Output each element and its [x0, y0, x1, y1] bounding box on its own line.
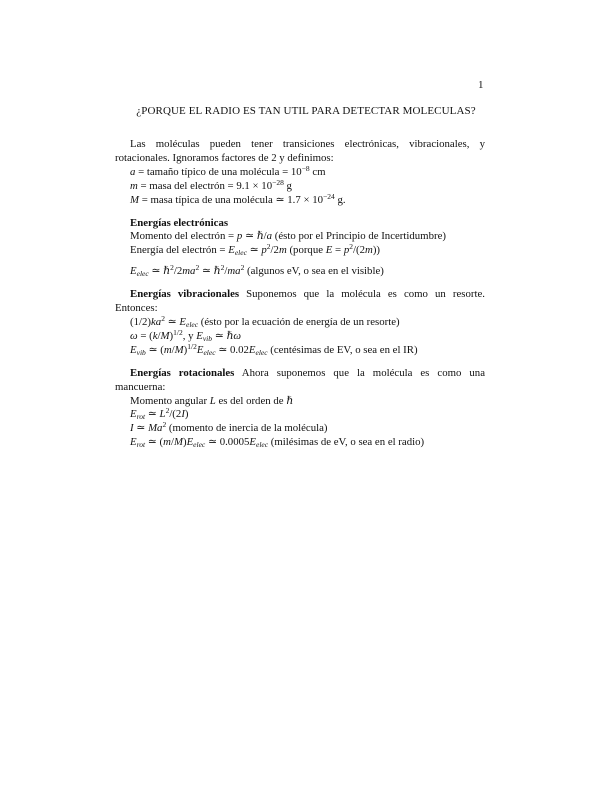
rotational-line-2: $E_{rot}$ ≃ $L^2/(2I)$ — [130, 406, 189, 422]
page-number: 1 — [478, 79, 484, 91]
spacer — [115, 279, 485, 288]
electronic-line-3: $E_{elec}$ ≃ $\hbar^2/2ma^2$ ≃ $\hbar^2/ma^2$ (algunos eV, o sea en el visible) — [130, 263, 384, 279]
electronic-line-2: Energía del electrón = $E_{elec}$ ≃ $p^2/2m$ (porque $E = p^2/(2m)$) — [130, 242, 381, 258]
vibrational-line-3: $E_{vib}$ ≃ $(m/M)^{1/2}E_{elec}$ ≃ $0.02E_{elec}$ (centésimas de EV, o sea en el IR) — [130, 341, 418, 357]
document-body — [115, 138, 485, 450]
vibrational-line-1: $(1/2)ka^2$ ≃ $E_{elec}$ (ésto por la ecuación de energía de un resorte) — [130, 313, 400, 329]
spacer — [115, 208, 485, 217]
electronic-line-1: Momento del electrón = p ≃ ℏ/a (ésto por el Principio de Incertidumbre) — [130, 230, 446, 243]
electronic-heading: Energías electrónicas — [130, 216, 229, 229]
rotational-line-1: Momento angular L es del orden de ℏ — [130, 394, 294, 407]
spacer — [115, 358, 485, 367]
definition-a: a = tamaño típico de una molécula = $10^{-8}$ cm — [130, 163, 326, 178]
definition-m: m = masa del electrón = $9.1 \times 10^{-28}$ g — [130, 177, 292, 192]
vibrational-line-2: $\omega = (k/M)^{1/2}$, y $E_{vib}$ ≃ ℏω — [130, 327, 242, 343]
intro-paragraph: Las moléculas pueden tener transiciones electrónicas, vibracionales, y rotacionales. Ignoramos factores de 2 y definimos: — [115, 138, 485, 164]
rotational-line-3: I ≃ Ma$^2$ (momento de inercia de la molécula) — [130, 420, 328, 435]
rotational-heading: Energías rotacionales Ahora suponemos que la molécula es como una mancuerna: — [115, 366, 485, 393]
vibrational-heading: Energías vibracionales Suponemos que la molécula es como un resorte. Entonces: — [115, 288, 485, 315]
rotational-line-4: $E_{rot}$ ≃ $(m/M)E_{elec}$ ≃ $0.0005E_{elec}$ (milésimas de eV, o sea en el radio) — [130, 436, 425, 450]
page-title: ¿PORQUE EL RADIO ES TAN UTIL PARA DETECTAR MOLECULAS? — [136, 105, 476, 117]
definition-M: M = masa típica de una molécula ≃ $1.7 \times 10^{-24}$ g. — [130, 191, 346, 206]
